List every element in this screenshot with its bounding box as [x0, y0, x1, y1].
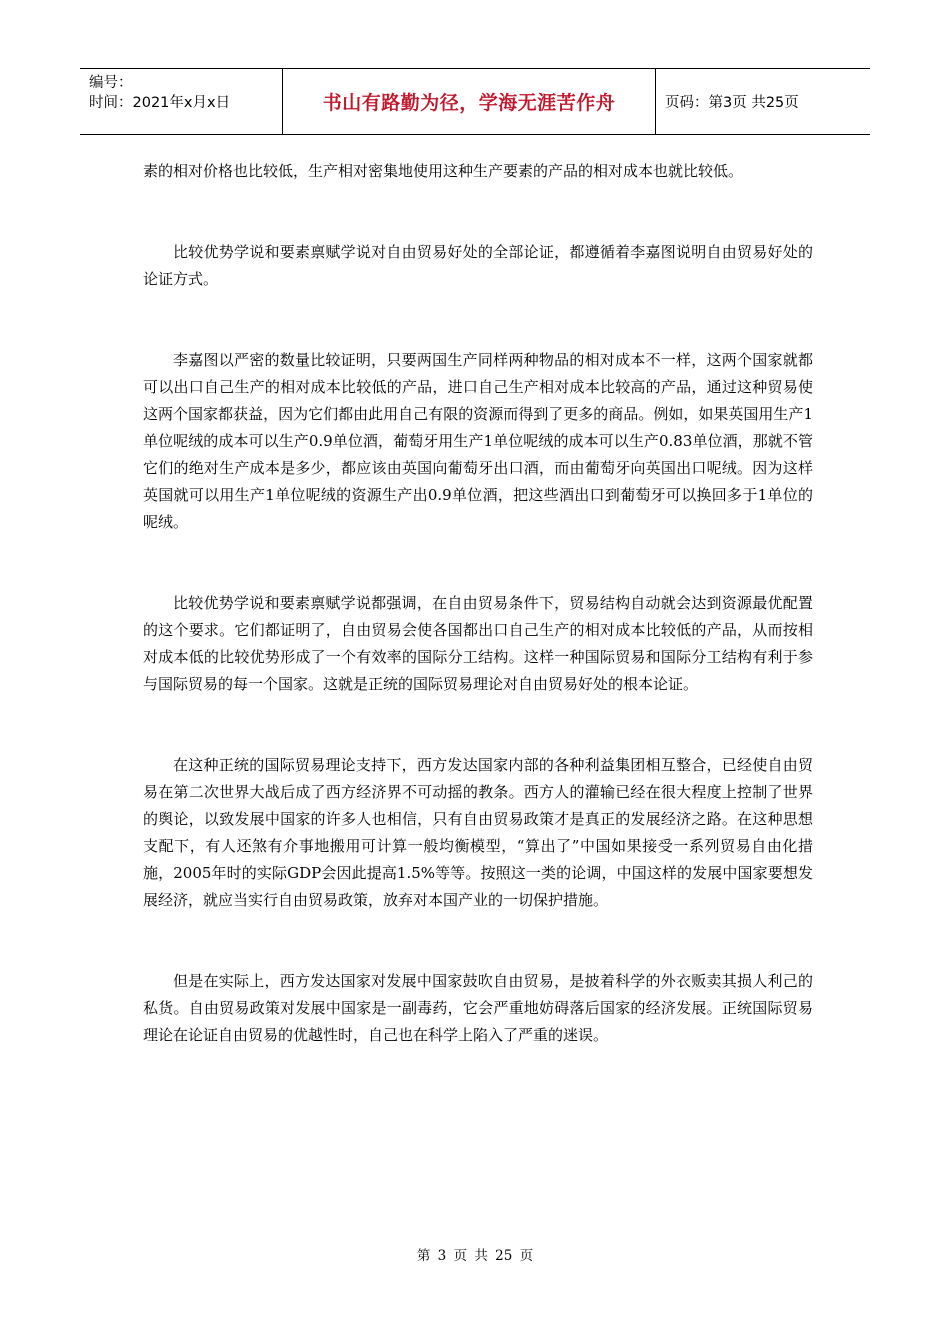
paragraph-spacer: [143, 293, 813, 347]
page-footer: 第 3 页 共 25 页: [416, 1248, 534, 1264]
paragraph: 素的相对价格也比较低，生产相对密集地使用这种生产要素的产品的相对成本也就比较低。: [143, 162, 744, 180]
paragraph: 但是在实际上，西方发达国家对发展中国家鼓吹自由贸易，是披着科学的外衣贩卖其损人利己的私货。自由贸易政策对发展中国家是一副毒药，它会严重地妨碍落后国家的经济发展。正统国际贸易理论在论证自由贸易的优越性时，自己也在科学上陷入了严重的迷误。: [143, 972, 813, 1044]
header-motto: 书山有路勤为径，学海无涯苦作舟: [322, 92, 616, 114]
header-meta: [80, 69, 282, 134]
paragraph-spacer: [143, 185, 813, 239]
header-motto-cell: [282, 69, 656, 134]
document-number-label: 编号：: [89, 75, 133, 91]
document-time-label: 时间：2021年x月x日: [89, 95, 231, 111]
document-body: [143, 158, 813, 1049]
paragraph: 比较优势学说和要素禀赋学说都强调，在自由贸易条件下，贸易结构自动就会达到资源最优配置的这个要求。它们都证明了，自由贸易会使各国都出口自己生产的相对成本比较低的产品，从而按相对成本低的比较优势形成了一个有效率的国际分工结构。这样一种国际贸易和国际分工结构有利于参与国际贸易的每一个国家。这就是正统的国际贸易理论对自由贸易好处的根本论证。: [143, 594, 813, 693]
document-header: [80, 68, 870, 135]
header-page-info-cell: [656, 69, 870, 134]
paragraph: 比较优势学说和要素禀赋学说对自由贸易好处的全部论证，都遵循着李嘉图说明自由贸易好处的论证方式。: [143, 243, 813, 288]
paragraph: 李嘉图以严密的数量比较证明，只要两国生产同样两种物品的相对成本不一样，这两个国家就都可以出口自己生产的相对成本比较低的产品，进口自己生产相对成本比较高的产品，通过这种贸易使这两个国家都获益，因为它们都由此用自己有限的资源而得到了更多的商品。例如，如果英国用生产1单位呢绒的成本可以生产0.9单位酒，葡萄牙用生产1单位呢绒的成本可以生产0.83单位酒，那就不管它们的绝对生产成本是多少，都应该由英国向葡萄牙出口酒，而由葡萄牙向英国出口呢绒。因为这样英国就可以用生产1单位呢绒的资源生产出0.9单位酒，把这些酒出口到葡萄牙可以换回多于1单位的呢绒。: [143, 351, 813, 531]
paragraph: 在这种正统的国际贸易理论支持下，西方发达国家内部的各种利益集团相互整合，已经使自由贸易在第二次世界大战后成了西方经济界不可动摇的教条。西方人的灌输已经在很大程度上控制了世界的舆论，以致发展中国家的许多人也相信，只有自由贸易政策才是真正的发展经济之路。在这种思想支配下，有人还煞有介事地搬用可计算一般均衡模型，“算出了”中国如果接受一系列贸易自由化措施，2005年时的实际GDP会因此提高1.5%等等。按照这一类的论调，中国这样的发展中国家要想发展经济，就应当实行自由贸易政策，放弃对本国产业的一切保护措施。: [143, 756, 813, 909]
paragraph-spacer: [143, 914, 813, 968]
paragraph-spacer: [143, 536, 813, 590]
header-page-info: 页码：第3页 共25页: [665, 95, 799, 111]
paragraph-spacer: [143, 698, 813, 752]
